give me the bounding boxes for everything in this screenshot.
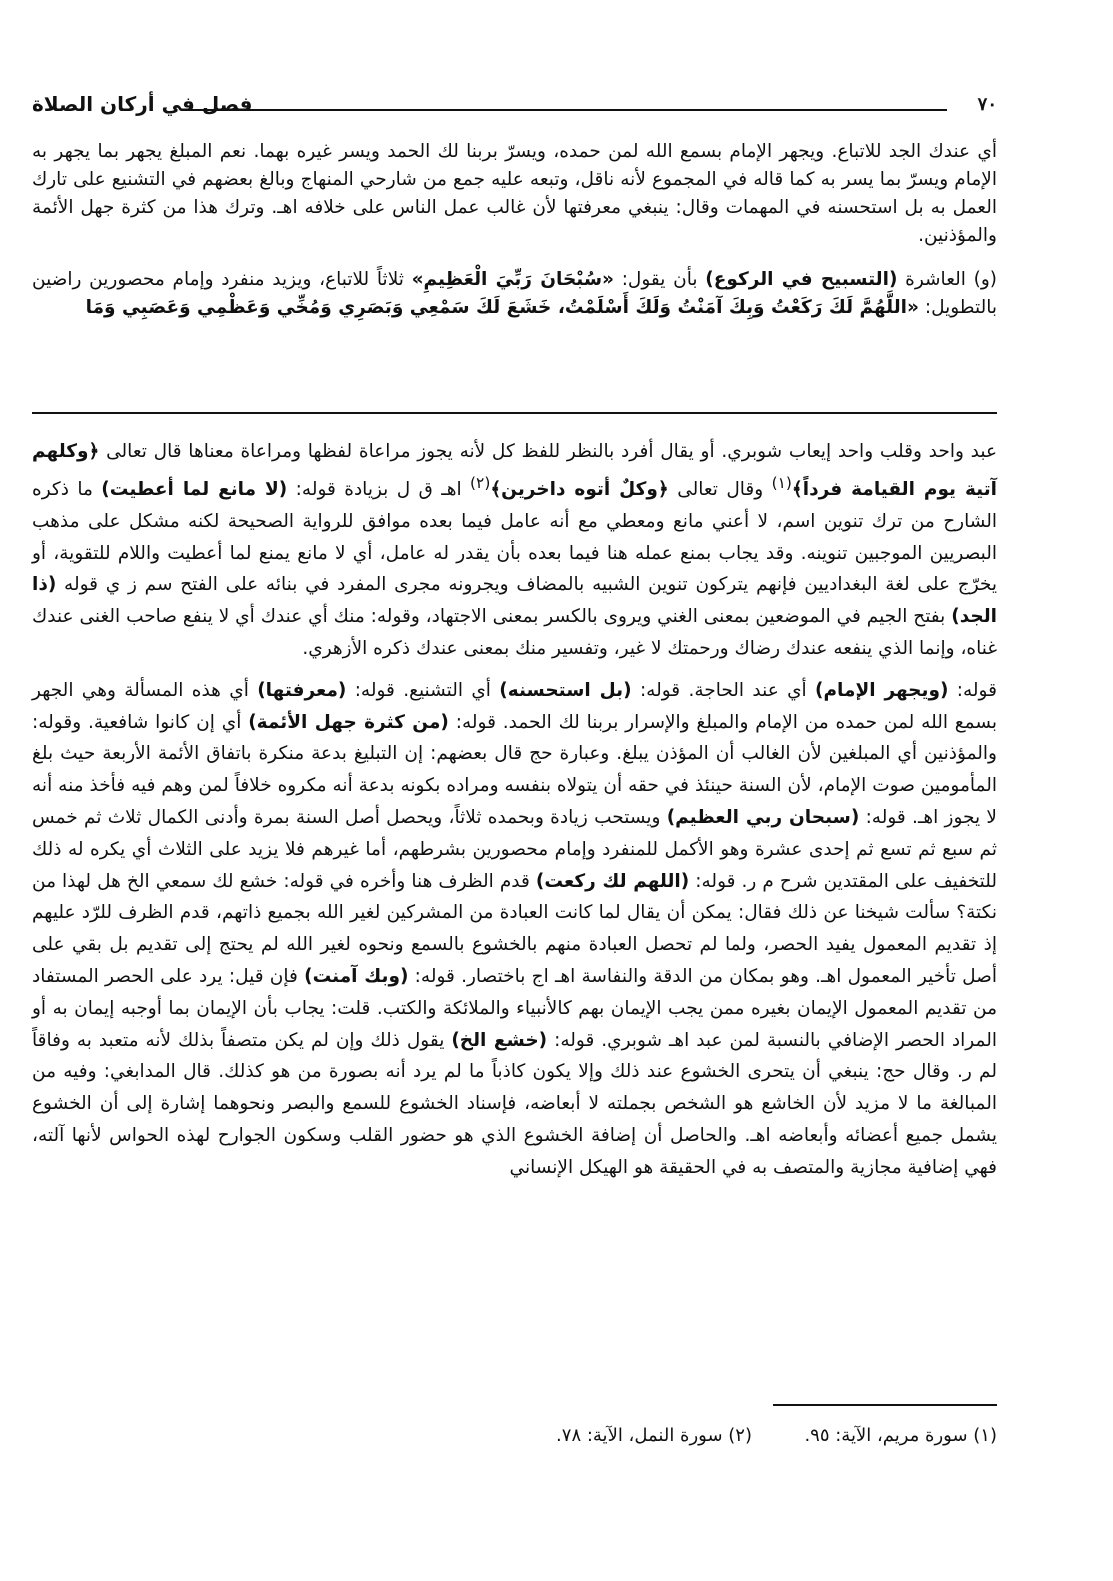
header-rule bbox=[182, 109, 947, 111]
quran-quote: ﴿وكلهم آتية يوم القيامة فرداً﴾ bbox=[32, 441, 998, 500]
text-run: ويستحب زيادة وبحمده ثلاثاً، ويحصل أصل السنة بمرة وأدنى الكمال ثلاث ثم خمس ثم سبع ثم تسع ثم إحدى عشرة وهو الأكمل للمنفرد وإمام محصورين بشرطهم، أما غيرهم فلا يزيد على الثلاث أي يكره له ذلك للتخفيف على المقتدين شرح م ر. قوله: bbox=[32, 806, 998, 892]
bold-term: (خشع الخ) bbox=[451, 1029, 548, 1051]
page-number: ٧٠ bbox=[977, 94, 997, 114]
text-run: وقال تعالى bbox=[677, 478, 764, 500]
footnote-2: (٢) سورة النمل، الآية: ٧٨. bbox=[556, 1425, 752, 1446]
bold-term: (لا مانع لما أعطيت) bbox=[101, 478, 288, 500]
bold-term: (سبحان ربي العظيم) bbox=[666, 806, 860, 828]
text-run: أي هذه المسألة وهي الجهر بسمع الله لمن حمده من الإمام والمبلغ والإسرار بربنا لك الحمد. قوله: bbox=[32, 679, 997, 733]
footnote-ref: (٢) bbox=[470, 473, 491, 492]
footnote-ref: (١) bbox=[771, 473, 792, 492]
bold-term: (معرفتها) bbox=[257, 679, 347, 701]
bold-term: (بل استحسنه) bbox=[499, 679, 632, 701]
text-run: ما ذكره الشارح من ترك تنوين اسم، لا أعني مانع ومعطي مع أنه عامل فيما بعده موافق للرواية الصحيحة لكنه مشكل على مذهب البصريين الموجبين تنوينه. وقد يجاب بمنع عمله هنا فيما بعده بأن يقدر له عامل، أي لا مانع يمنع لما أعطيت واللام للتقوية، أو يخرّج على لغة البغداديين فإنهم يتركون تنوين الشبيه بالمضاف ويجرونه مجرى المفرد في بنائه على الفتح سم ز ي قوله bbox=[32, 478, 997, 596]
text-run: يقول ذلك وإن لم يكن متصفاً بذلك لأنه متعبد به وفاقاً لم ر. وقال حج: ينبغي أن يتحرى الخشوع عند ذلك وإلا يكون كاذباً ما لم يرد أنه بصورة من هو كذلك. قال المدابغي: وفيه من المبالغة ما لا مزيد لأن الخاشع هو الشخص بجملته لا أبعاضه، فإسناد الخشوع للسمع والبصر ونحوهما إشارة إلى أن الخشوع يشمل جميع أعضائه وأبعاضه اهـ. والحاصل أن إضافة الخشوع الذي هو حضور القلب وسكون الجوارح لهذه الحواس لأنها آلته، فهي إضافية مجازية والمتصف به في الحقيقة هو الهيكل الإنساني bbox=[32, 1029, 997, 1178]
text-run: (و) العاشرة bbox=[905, 269, 997, 290]
bold-term: (ويجهر الإمام) bbox=[815, 679, 949, 701]
text-run: ثلاثاً للاتباع، ويزيد منفرد وإمام محصورين راضين بالتطويل: bbox=[32, 269, 997, 318]
text-run: أي عند الحاجة. قوله: bbox=[639, 679, 807, 701]
dhikr-quote: «اللَّهُمَّ لَكَ رَكَعْتُ وَبِكَ آمَنْتُ وَلَكَ أَسْلَمْتُ، خَشَعَ لَكَ سَمْعِي وَبَصَرِي وَمُخِّي وَعَظْمِي وَعَصَبِي وَمَا bbox=[85, 297, 919, 318]
chapter-title: فصل في أركان الصلاة bbox=[32, 92, 253, 116]
text-run: بفتح الجيم في الموضعين بمعنى الغني ويروى بالكسر بمعنى الاجتهاد، وقوله: منك أي عندك أي لا ينفع صاحب الغنى عندك غناه، وإنما الذي ينفعه عندك رضاك ورحمتك لا غير، وتفسير منك بمعنى عندك ذكره الأزهري. bbox=[32, 606, 997, 659]
dhikr-quote: «سُبْحَانَ رَبِّيَ الْعَظِيمِ» bbox=[411, 269, 614, 290]
main-text bbox=[32, 138, 997, 322]
bold-term: (من كثرة جهل الأئمة) bbox=[248, 711, 449, 733]
bold-term: (اللهم لك ركعت) bbox=[535, 870, 690, 892]
text-run: بأن يقول: bbox=[621, 269, 698, 290]
bold-term: (التسبيح في الركوع) bbox=[705, 269, 898, 290]
text-run: قدم الظرف هنا وأخره في قوله: خشع لك سمعي الخ هل لهذا من نكتة؟ سألت شيخنا عن ذلك فقال: يمكن أن يقال لما كانت العبادة من المشركين لغير الله بجميع ذاتهم، قدم الظرف للرّد عليهم إذ تقديم المعمول يفيد الحصر، ولما لم تحصل العبادة منهم بالخشوع بالسمع ونحوه لغير الله لم يحتج إلى تقديم بل بقي على أصل تأخير المعمول اهـ. وهو بمكان من الدقة والنفاسة اهـ اج باختصار. قوله: bbox=[32, 870, 998, 987]
section-divider bbox=[32, 412, 997, 414]
text-run: فإن قيل: يرد على الحصر المستفاد من تقديم المعمول الإيمان بغيره ممن يجب الإيمان بهم كالأنبياء والملائكة والكتب. قلت: يجاب بأن الإيمان بما أوجبه إيمان به أو المراد الحصر الإضافي بالنسبة لمن عبد اهـ شوبري. قوله: bbox=[32, 965, 997, 1051]
text-run: اهـ ق ل بزيادة قوله: bbox=[295, 478, 462, 500]
commentary-paragraph bbox=[32, 436, 997, 665]
main-paragraph bbox=[32, 266, 997, 322]
page-header bbox=[32, 92, 997, 126]
commentary-paragraph bbox=[32, 675, 997, 1184]
text-run: عبد واحد وقلب واحد إيعاب شوبري. أو يقال أفرد بالنظر للفظ كل لأنه يجوز مراعاة لفظها ومراعاة معناها قال تعالى bbox=[106, 441, 997, 462]
commentary-text bbox=[32, 436, 997, 1183]
bold-term: (وبك آمنت) bbox=[304, 965, 409, 987]
bold-term: (ذا الجد) bbox=[32, 574, 997, 628]
text-run: قوله: bbox=[956, 679, 997, 701]
footnote-rule bbox=[773, 1404, 997, 1406]
text-run: أي إن كانوا شافعية. وقوله: والمؤذنين أي المبلغين لأن الغالب أن المؤذن يبلغ. وعبارة حج قال بعضهم: إن التبليغ بدعة منكرة باتفاق الأئمة الأربعة حيث بلغ المأمومين صوت الإمام، لأن السنة حينئذ في حقه أن يتولاه بنفسه ومراده بكونه بدعة أنه مكروه خلافاً لمن وهم فيه فأخذ منه أنه لا يجوز اهـ. قوله: bbox=[32, 711, 997, 828]
main-paragraph: أي عندك الجد للاتباع. ويجهر الإمام بسمع الله لمن حمده، ويسرّ بربنا لك الحمد ويسر غيره بهما. نعم المبلغ يجهر بما يجهر به الإمام ويسرّ بما يسر به كما قاله في المجموع لأنه ناقل، وتبعه عليه جمع من شارحي المنهاج وبالغ بعضهم في التشنيع على تارك العمل به بل استحسنه في المهمات وقال: ينبغي معرفتها لأن غالب عمل الناس على خلافه اهـ. وترك هذا من كثرة جهل الأئمة والمؤذنين. bbox=[32, 141, 997, 246]
footnote-1: (١) سورة مريم، الآية: ٩٥. bbox=[804, 1425, 997, 1446]
text-run: أي التشنيع. قوله: bbox=[354, 679, 491, 701]
quran-quote: ﴿وكلٌ أتوه داخرين﴾ bbox=[490, 478, 669, 500]
